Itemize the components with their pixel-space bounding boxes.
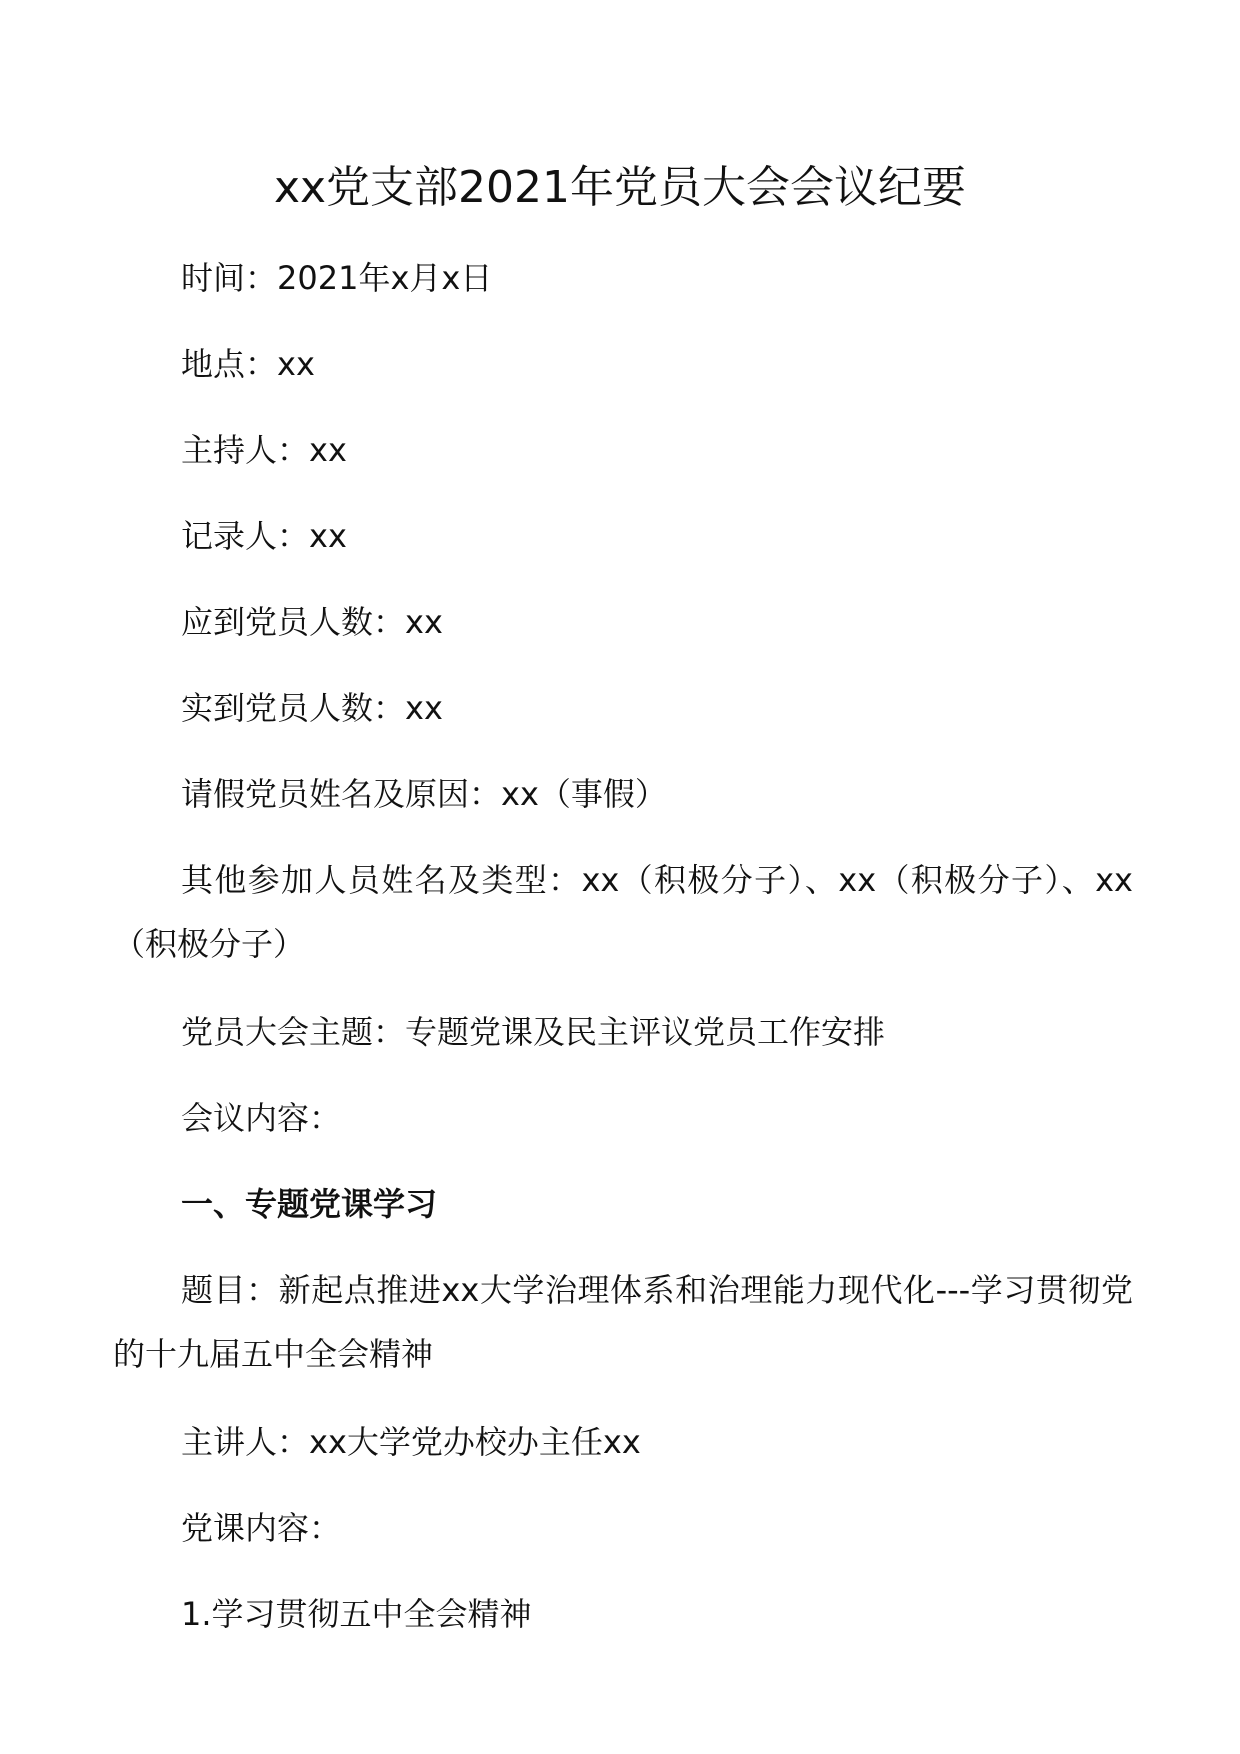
meeting-host: 主持人：xx [181,431,347,469]
document-title: xx党支部2021年党员大会会议纪要 [273,162,967,213]
lecture-topic: 题目：新起点推进xx大学治理体系和治理能力现代化---学习贯彻党的十九届五中全会精神 [113,1271,1133,1373]
lecture-item-1: 1.学习贯彻五中全会精神 [181,1595,532,1633]
lecture-content-label: 党课内容： [181,1509,342,1547]
meeting-time: 时间：2021年x月x日 [181,259,493,297]
meeting-recorder: 记录人：xx [181,517,347,555]
other-attendees: 其他参加人员姓名及类型：xx（积极分子）、xx（积极分子）、xx（积极分子） [113,861,1133,963]
actual-member-count: 实到党员人数：xx [181,689,443,727]
meeting-content-label: 会议内容： [181,1099,342,1137]
meeting-place: 地点：xx [181,345,315,383]
expected-member-count: 应到党员人数：xx [181,603,443,641]
lecture-speaker: 主讲人：xx大学党办校办主任xx [181,1423,641,1461]
leave-members: 请假党员姓名及原因：xx（事假） [181,775,667,813]
meeting-theme: 党员大会主题：专题党课及民主评议党员工作安排 [181,1013,886,1051]
section-heading: 一、专题党课学习 [181,1185,438,1223]
